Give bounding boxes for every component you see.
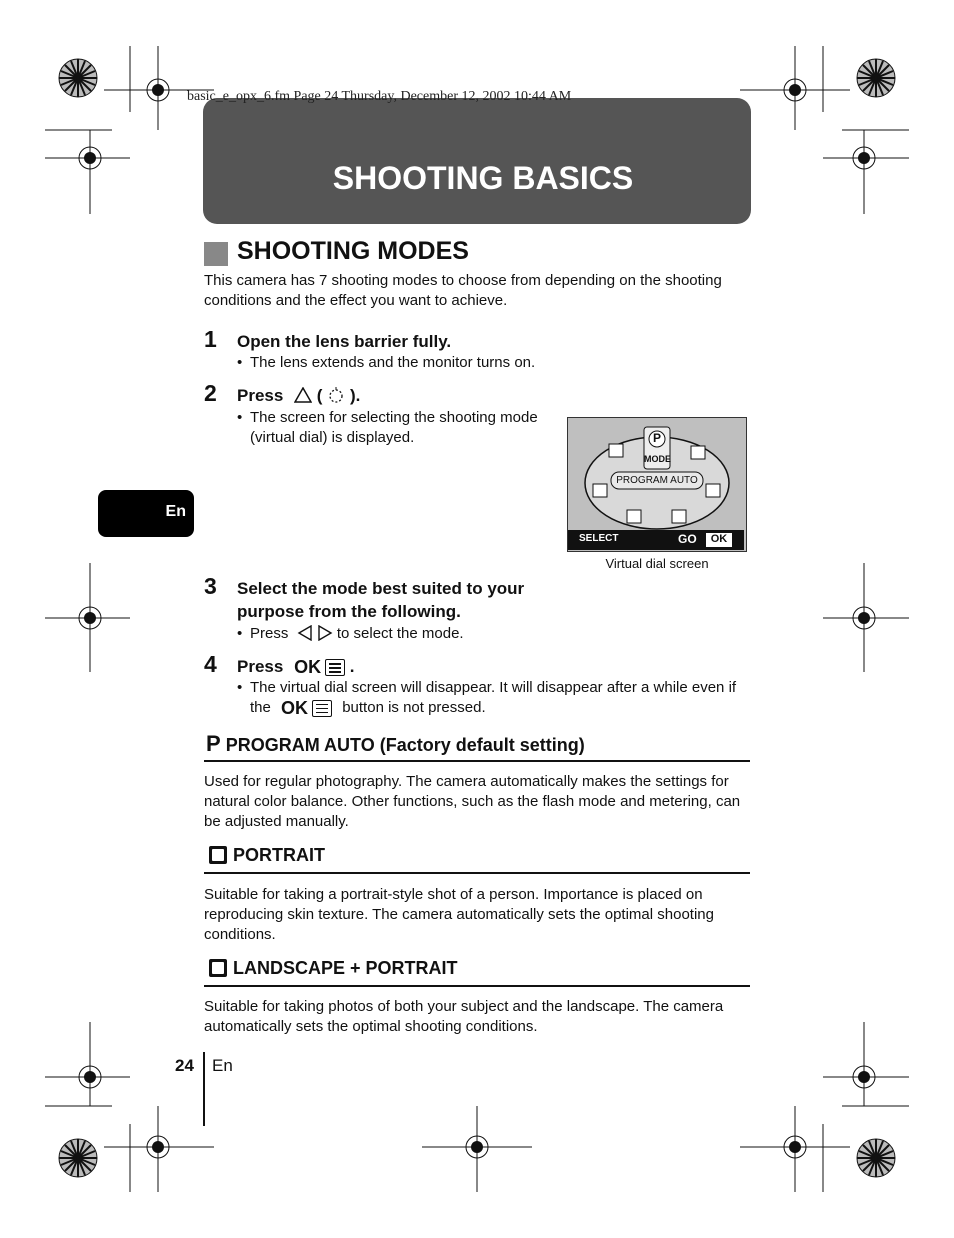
footer-divider [203,1052,205,1126]
divider [204,760,750,762]
step-bullet: • The virtual dial screen will disappear. It will disappear after a while even if the OK button is not pressed. [250,678,740,718]
step-number: 3 [204,573,217,599]
ok-label: OK [710,533,728,545]
step-bullet: • Press to select the mode. [250,624,464,644]
page-number: 24 [175,1056,194,1075]
step-number: 1 [204,326,217,352]
left-arrow-icon [297,625,313,641]
step-number: 2 [204,380,217,406]
landscape-portrait-icon [209,959,227,977]
mode-heading-program-auto: P PROGRAM AUTO (Factory default setting) [206,731,585,756]
ok-menu-button-icon: OK [294,656,345,679]
program-auto-label: PROGRAM AUTO [616,475,698,486]
divider [204,985,750,987]
section-title: SHOOTING MODES [237,237,469,265]
mode-description: Suitable for taking a portrait-style shot of a person. Importance is placed on reproducing skin texture. The camera automatically sets the optimal shooting conditions. [204,886,714,943]
ok-menu-button-icon: OK [281,698,332,718]
step-bullet: • The lens extends and the monitor turns on. [250,353,730,373]
step-heading: Press OK . [237,657,355,678]
chapter-title: SHOOTING BASICS [332,160,634,196]
virtual-dial-screen [567,417,747,552]
select-label: SELECT [579,533,619,544]
mode-label: MODE [644,454,671,464]
intro-text: This camera has 7 shooting modes to choose from depending on the shooting conditions and the effect you want to achieve. [204,272,722,309]
footer-language: En [212,1056,233,1075]
portrait-icon [209,846,227,864]
step-heading: Select the mode best suited to your purpose from the following. [237,579,525,621]
up-arrow-icon [294,387,312,403]
step-bullet: • The screen for selecting the shooting mode (virtual dial) is displayed. [250,408,540,448]
step-heading: Press ( ). [237,386,361,405]
divider [204,872,750,874]
mode-heading-portrait: PORTRAIT [209,845,325,866]
go-label: GO [678,532,697,546]
mode-p-label: P [652,431,661,445]
file-meta-header: basic_e_opx_6.fm Page 24 Thursday, December 12, 2002 10:44 AM [187,89,572,104]
language-tab: En [98,490,194,537]
step-heading: Open the lens barrier fully. [237,332,452,351]
step-number: 4 [204,651,217,677]
screen-caption: Virtual dial screen [605,556,709,571]
menu-icon [312,700,332,717]
p-letter-icon: P [206,731,221,756]
mode-description: Used for regular photography. The camera automatically makes the settings for natural color balance. Other functions, such as the flash mode and metering, can be adjusted manually. [204,773,741,830]
mode-description: Suitable for taking photos of both your subject and the landscape. The camera automatically sets the optimal shooting conditions. [204,998,724,1035]
right-arrow-icon [317,625,333,641]
self-timer-icon [327,386,345,404]
menu-icon [325,659,345,676]
mode-heading-landscape-portrait: LANDSCAPE + PORTRAIT [209,958,458,979]
section-marker [204,242,228,266]
